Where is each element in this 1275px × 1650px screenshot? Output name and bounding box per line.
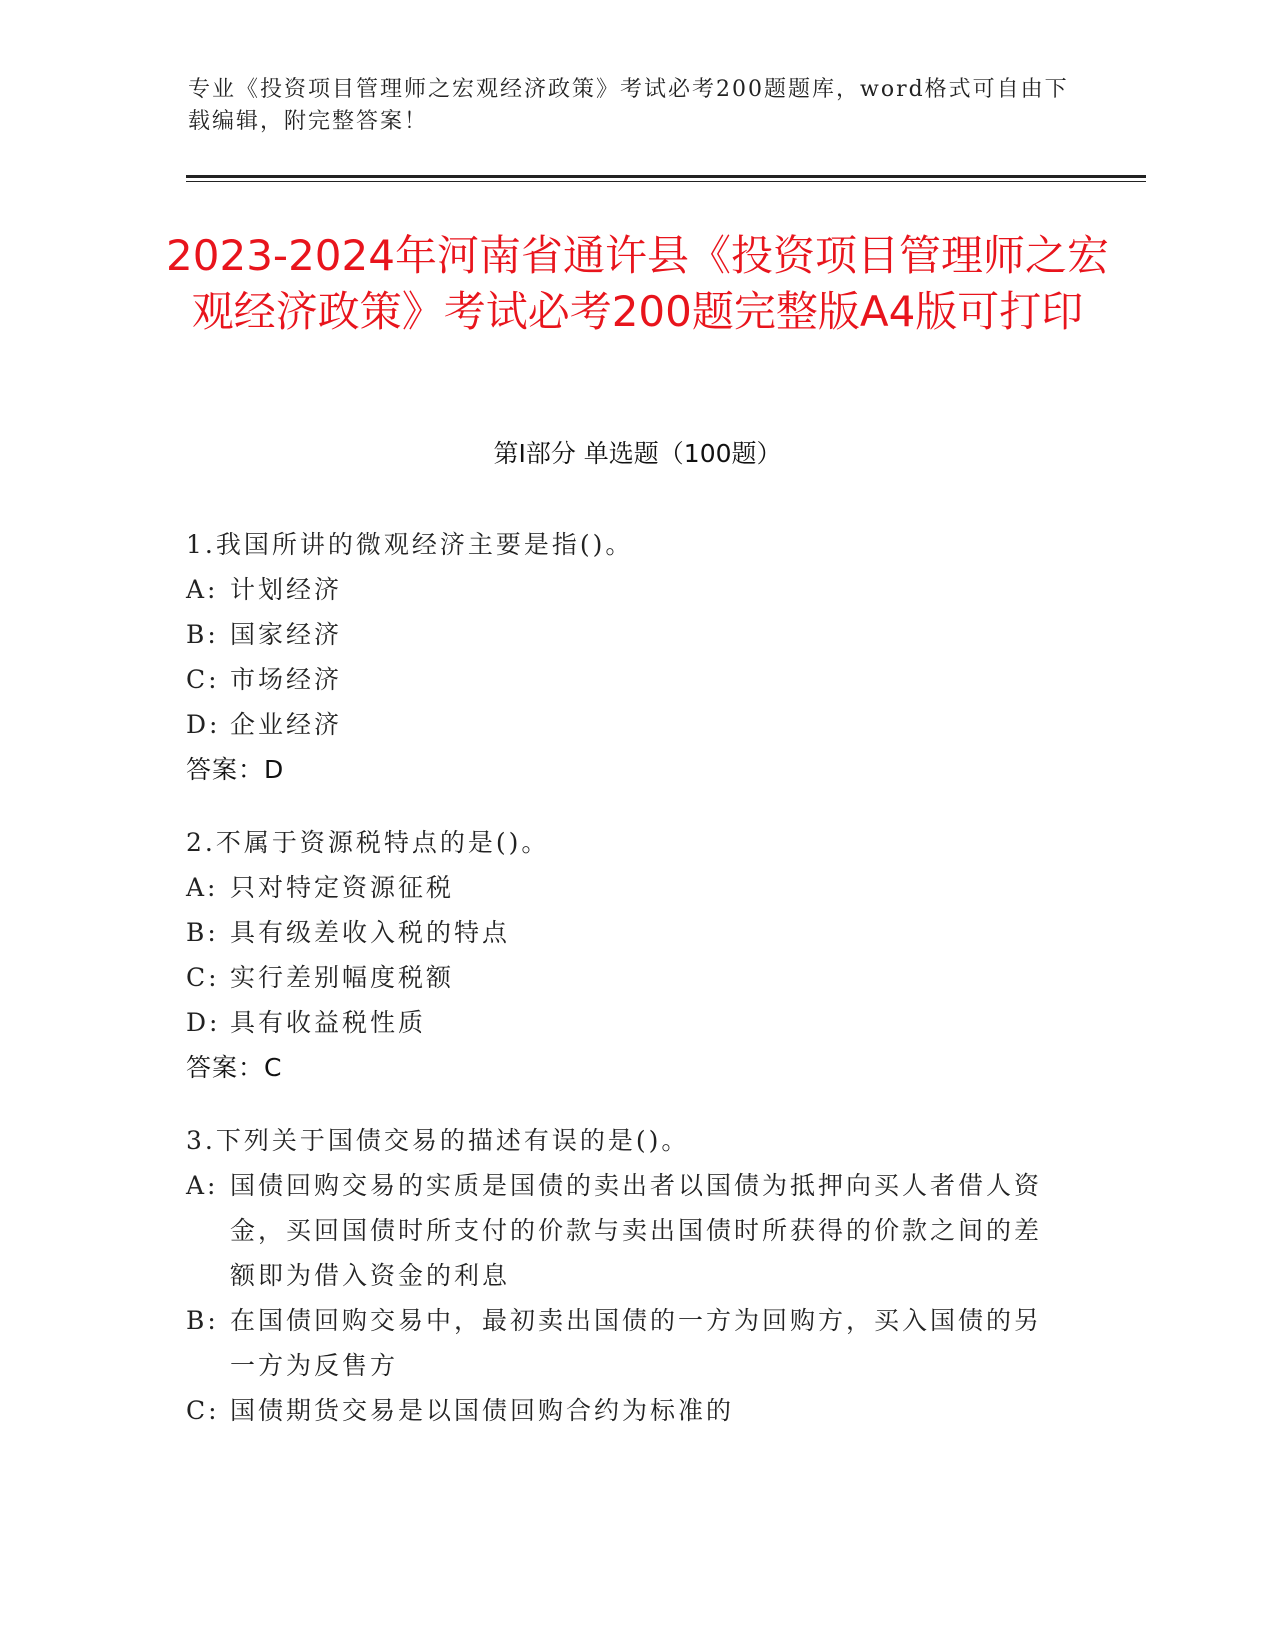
option-letter: D: bbox=[186, 1008, 221, 1037]
option-text: 在国债回购交易中，最初卖出国债的一方为回购方，买入国债的另一方为反售方 bbox=[230, 1306, 1043, 1380]
header-divider-thin bbox=[186, 181, 1146, 182]
option-d bbox=[186, 702, 1066, 747]
option-text: 计划经济 bbox=[230, 575, 343, 604]
header-divider-thick bbox=[186, 175, 1146, 178]
option-text: 国债回购交易的实质是国债的卖出者以国债为抵押向买人者借人资金，买回国债时所支付的价款与卖出国债时所获得的价款之间的差额即为借入资金的利息 bbox=[230, 1171, 1043, 1290]
question-stem: 1.我国所讲的微观经济主要是指()。 bbox=[186, 530, 634, 559]
option-letter: C: bbox=[186, 963, 220, 992]
question-3 bbox=[186, 1118, 1066, 1433]
header-note: 专业《投资项目管理师之宏观经济政策》考试必考200题题库，word格式可自由下载编辑，附完整答案！ bbox=[188, 77, 1069, 134]
option-text: 国家经济 bbox=[230, 620, 343, 649]
option-letter: A: bbox=[186, 873, 219, 902]
option-d bbox=[186, 1000, 1066, 1045]
option-text: 市场经济 bbox=[230, 665, 343, 694]
option-letter: C: bbox=[186, 665, 220, 694]
option-letter: B: bbox=[186, 620, 219, 649]
option-c bbox=[186, 1388, 1066, 1433]
option-letter: B: bbox=[186, 1306, 219, 1335]
option-b bbox=[186, 612, 1066, 657]
option-letter: C: bbox=[186, 1396, 220, 1425]
question-stem: 2.不属于资源税特点的是()。 bbox=[186, 828, 550, 857]
document-title: 2023-2024年河南省通许县《投资项目管理师之宏观经济政策》考试必考200题完整版A4版可打印 bbox=[166, 231, 1109, 336]
answer-line: 答案：D bbox=[186, 755, 285, 784]
option-letter: A: bbox=[186, 1171, 219, 1200]
option-c bbox=[186, 955, 1066, 1000]
option-c bbox=[186, 657, 1066, 702]
option-text: 具有级差收入税的特点 bbox=[230, 918, 511, 947]
question-1 bbox=[186, 522, 1066, 792]
question-stem: 3.下列关于国债交易的描述有误的是()。 bbox=[186, 1126, 690, 1155]
question-2 bbox=[186, 820, 1066, 1090]
option-text: 只对特定资源征税 bbox=[230, 873, 455, 902]
option-a bbox=[186, 567, 1066, 612]
section-title: 第Ⅰ部分 单选题（100题） bbox=[493, 439, 782, 468]
option-letter: B: bbox=[186, 918, 219, 947]
option-text: 实行差别幅度税额 bbox=[230, 963, 455, 992]
answer-line: 答案：C bbox=[186, 1053, 283, 1082]
option-b bbox=[186, 910, 1066, 955]
option-text: 具有收益税性质 bbox=[230, 1008, 427, 1037]
option-text: 企业经济 bbox=[230, 710, 343, 739]
option-a bbox=[186, 865, 1066, 910]
option-letter: D: bbox=[186, 710, 221, 739]
option-a bbox=[186, 1163, 1066, 1298]
question-list bbox=[186, 522, 1066, 1461]
option-text: 国债期货交易是以国债回购合约为标准的 bbox=[230, 1396, 735, 1425]
option-letter: A: bbox=[186, 575, 219, 604]
option-b bbox=[186, 1298, 1066, 1388]
